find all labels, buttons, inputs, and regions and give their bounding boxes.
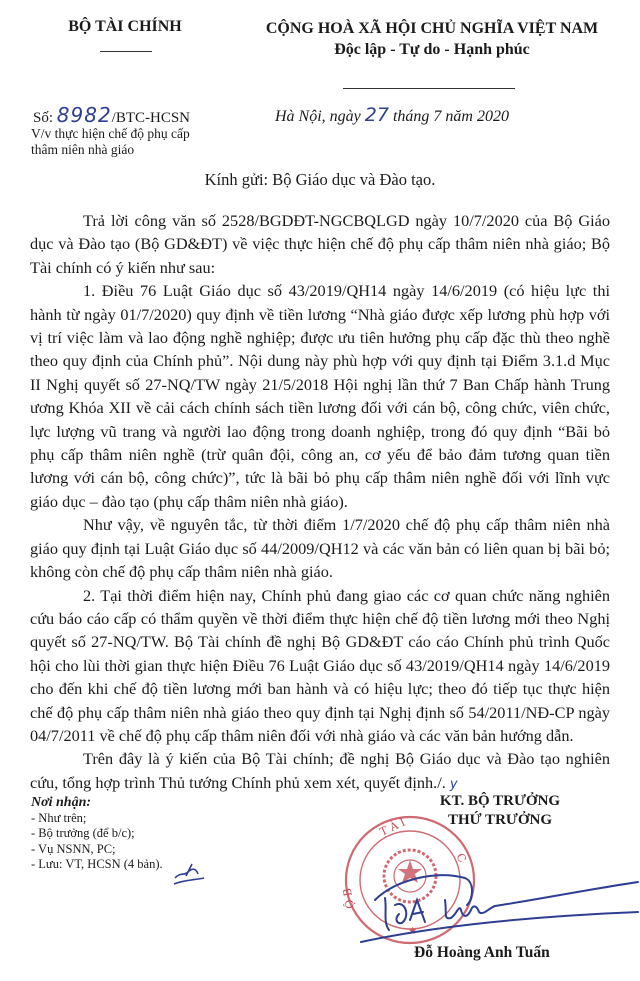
handwritten-initial-mark: y (449, 776, 458, 792)
signer-name: Đỗ Hoàng Anh Tuấn (414, 944, 550, 961)
handwritten-ref-number: 8982 (56, 103, 112, 127)
ref-label: Số: (33, 110, 54, 126)
ref-suffix: /BTC-HCSN (111, 110, 191, 126)
recipient-item: - Vụ NSNN, PC; (31, 841, 116, 856)
subject-line-2: thâm niên nhà giáo (31, 142, 135, 157)
nation-name: CỘNG HOÀ XÃ HỘI CHỦ NGHĨA VIỆT NAM (265, 20, 599, 37)
closing-text: Trên đây là ý kiến của Bộ Tài chính; đề nghị Bộ Giáo dục và Đào tạo nghiên cứu, tổng hợp trình Thủ tướng Chính phủ xem xét, quyết định./. (30, 749, 610, 792)
letter-body (30, 209, 610, 796)
subject-line-1: V/v thực hiện chế độ phụ cấp (31, 126, 190, 141)
signatory-title-line-2: THỨ TRƯỞNG (447, 812, 553, 828)
motto-underline (343, 88, 515, 89)
date-line (275, 104, 509, 126)
date-suffix: tháng 7 năm 2020 (392, 108, 509, 125)
svg-text:★: ★ (408, 926, 417, 937)
paragraph-intro: Trả lời công văn số 2528/BGDĐT-NGCBQLGD ngày 10/7/2020 của Bộ Giáo dục và Đào tạo (Bộ GD&ĐT) về việc thực hiện chế độ phụ cấp thâm niên nhà giáo; Bộ Tài chính có ý kiến như sau: (30, 211, 610, 277)
svg-text:Ộ B: Ộ B (340, 887, 357, 910)
subject-line (31, 126, 241, 158)
svg-text:T À I: T À I (377, 815, 408, 839)
national-header (236, 18, 628, 60)
recipient-item-text: - Lưu: VT, HCSN (4 bản). (31, 857, 163, 871)
handwritten-signature-icon (355, 860, 640, 950)
recipients-title: Nơi nhận: (31, 795, 92, 810)
recipient-item: - Như trên; (31, 810, 87, 825)
national-motto: Độc lập - Tự do - Hạnh phúc (334, 41, 530, 58)
paragraph-point-1: 1. Điều 76 Luật Giáo dục số 43/2019/QH14 ngày 14/6/2019 (có hiệu lực thi hành từ ngày 01/7/2020) quy định về tiền lương “Nhà giáo được xếp lương phù hợp với vị trí việc làm và lao động nghề nghiệp; được ưu tiên hưởng phụ cấp đặc thù theo nghề theo quy định của Chính phủ”. Nội dung này phù hợp với quy định tại Điểm 3.1.d Mục II Nghị quyết số 27-NQ/TW ngày 21/5/2018 Hội nghị lần thứ 7 Ban Chấp hành Trung ương Khóa XII về cải cách chính sách tiền lương đối với cán bộ, công chức, viên chức, lực lượng vũ trang và người lao động trong doanh nghiệp, trong đó quy định “Bãi bỏ phụ cấp thâm niên nghề (trừ quân đội, công an, cơ yếu để bảo đảm tương quan tiền lương với cán bộ, công chức)”, tức là bãi bỏ phụ cấp thâm niên nghề đối với lĩnh vực giáo dục – đào tạo (phụ cấp thâm niên nhà giáo). (30, 281, 610, 511)
handwritten-initial-icon (172, 860, 206, 886)
svg-text:C: C (453, 851, 469, 865)
signatory-title-line-1: KT. BỘ TRƯỞNG (439, 793, 561, 809)
recipient-item (31, 857, 163, 873)
paragraph-conclusion-1: Như vậy, về nguyên tắc, từ thời điểm 1/7/2020 chế độ phụ cấp thâm niên nhà giáo quy định tại Luật Giáo dục số 44/2009/QH12 và các văn bản có liên quan bị bãi bỏ; không còn chế độ phụ cấp thâm niên nhà giáo. (30, 515, 610, 582)
issuing-agency: BỘ TÀI CHÍNH (68, 18, 182, 35)
addressee: Kính gửi: Bộ Giáo dục và Đào tạo. (204, 170, 436, 189)
paragraph-closing (30, 747, 610, 796)
recipient-item: - Bộ trưởng (để b/c); (31, 826, 135, 840)
paragraph-point-2: 2. Tại thời điểm hiện nay, Chính phủ đang giao các cơ quan chức năng nghiên cứu báo cáo cấp có thẩm quyền về thời điểm thực hiện chế độ tiền lương mới theo Nghị quyết số 27-NQ/TW. Bộ Tài chính đề nghị Bộ GD&ĐT cáo cáo Chính phủ trình Quốc hội cho lùi thời gian thực hiện Điều 76 Luật Giáo dục số 43/2019/QH14 ngày 14/6/2019 cho đến khi chế độ tiền lương mới ban hành và có hiệu lực; theo đó tiếp tục thực hiện chế độ phụ cấp thâm niên nhà giáo theo quy định tại Nghị định số 54/2011/NĐ-CP ngày 04/7/2011 về chế độ phụ cấp thâm niên đối với nhà giáo và các văn bản hướng dẫn. (30, 585, 610, 745)
date-prefix: Hà Nội, ngày (275, 108, 361, 125)
reference-number (33, 103, 190, 127)
recipients-block (31, 795, 163, 873)
handwritten-day: 27 (364, 104, 389, 126)
agency-underline (100, 51, 152, 52)
